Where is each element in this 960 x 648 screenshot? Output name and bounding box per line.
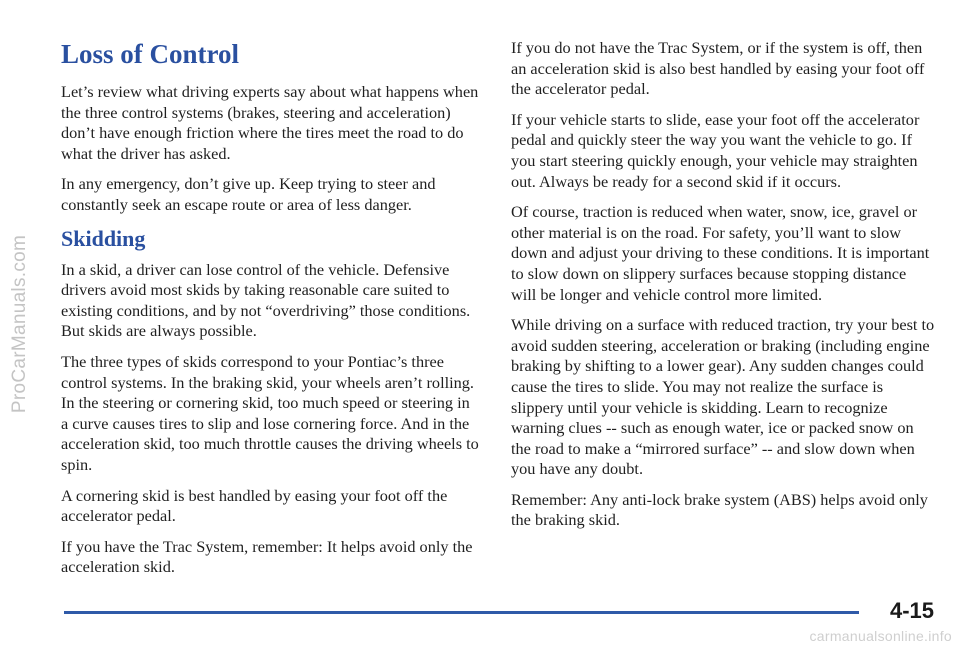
right-column bbox=[511, 38, 935, 541]
paragraph: The three types of skids correspond to your Pontiac’s three control systems. In the braking skid, your wheels aren’t rolling. In the steering or cornering skid, too much speed or steering in a curve causes tires to slip and lose cornering force. And in the acceleration skid, too much throttle causes the driving wheels to spin. bbox=[61, 351, 479, 474]
paragraph: Of course, traction is reduced when water, snow, ice, gravel or other material is on the road. For safety, you’ll want to slow down and adjust your driving to these conditions. It is important to slow down on slippery surfaces because stopping distance will be longer and vehicle control more limited. bbox=[511, 202, 930, 304]
footer-divider bbox=[64, 611, 859, 614]
paragraph: Remember: Any anti-lock brake system (ABS) helps avoid only the braking skid. bbox=[511, 489, 928, 530]
paragraph: If you have the Trac System, remember: It helps avoid only the acceleration skid. bbox=[61, 536, 473, 577]
paragraph: Let’s review what driving experts say about what happens when the three control systems (brakes, steering and acceleration) don’t have enough friction where the tires meet the road to do what the driver has asked. bbox=[61, 82, 479, 163]
paragraph: In any emergency, don’t give up. Keep trying to steer and constantly seek an escape route or area of less danger. bbox=[61, 174, 436, 214]
paragraph: In a skid, a driver can lose control of the vehicle. Defensive drivers avoid most skids by taking reasonable care suited to existing conditions, and by not “overdriving” those conditions. But skids are always possible. bbox=[61, 259, 471, 341]
side-watermark bbox=[0, 0, 40, 648]
left-column bbox=[61, 38, 481, 588]
section-heading-loss-of-control: Loss of Control bbox=[61, 39, 240, 69]
paragraph: If you do not have the Trac System, or if the system is off, then an acceleration skid is also best handled by easing your foot off the accelerator pedal. bbox=[511, 38, 925, 99]
page-number: 4-15 bbox=[889, 598, 934, 623]
paragraph: A cornering skid is best handled by easing your foot off the accelerator pedal. bbox=[61, 485, 448, 526]
paragraph: If your vehicle starts to slide, ease your foot off the accelerator pedal and quickly steer the way you want the vehicle to go. If you start steering quickly enough, your vehicle may straighten out. Always be ready for a second skid if it occurs. bbox=[511, 109, 920, 191]
side-watermark-text: ProCarManuals.com bbox=[9, 234, 30, 414]
paragraph: While driving on a surface with reduced traction, try your best to avoid sudden steering, acceleration or braking (including engine braking by shifting to a lower gear). Any sudden changes could cause the tires to slide. You may not realize the surface is slippery until your vehicle is skidding. Learn to recognize warning clues -- such as enough water, ice or packed snow on the road to make a “mirrored surface” -- and slow down when you have any doubt. bbox=[511, 315, 935, 479]
subsection-heading-skidding: Skidding bbox=[61, 225, 146, 251]
footer-watermark: carmanualsonline.info bbox=[809, 628, 952, 644]
